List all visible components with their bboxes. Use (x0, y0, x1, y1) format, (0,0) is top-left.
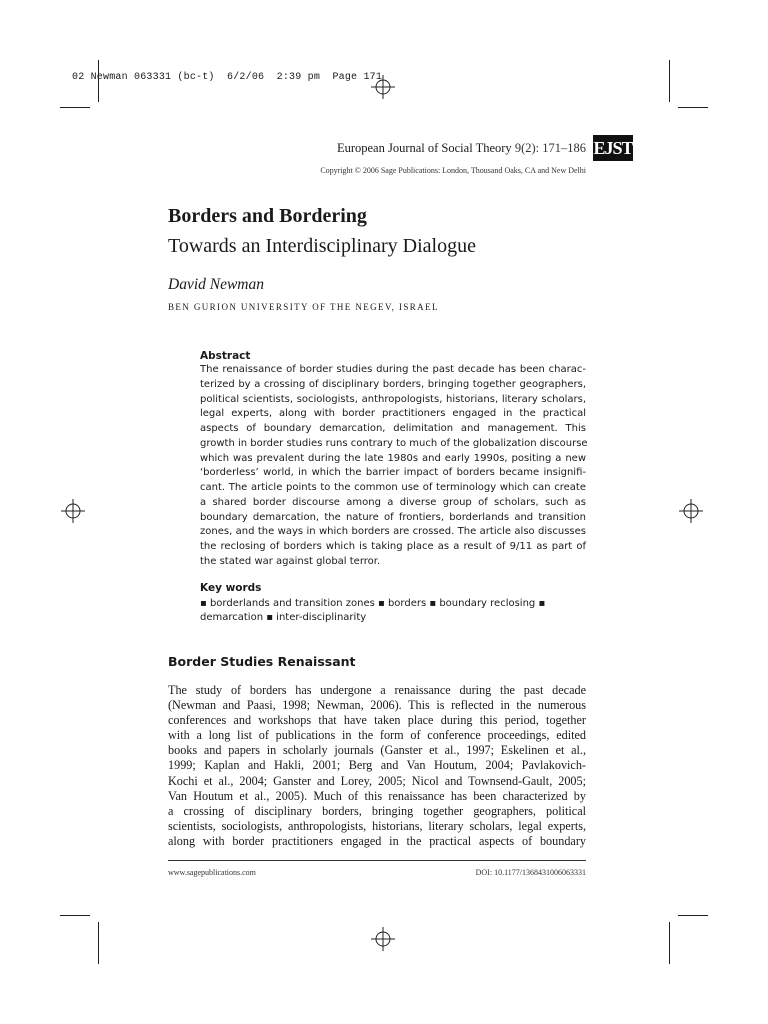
crop-mark-bottom-right-horizontal (678, 915, 708, 916)
keywords-line: ▪ borderlands and transition zones ▪ borders ▪ boundary reclosing ▪ (200, 598, 546, 609)
abstract-line: political scientists, sociologists, anthropologists, historians, literary scholars, (200, 393, 586, 405)
crop-mark-bottom-left-horizontal (60, 915, 90, 916)
abstract-line: growth in border studies runs contrary to much of the globalization discourse (200, 437, 588, 449)
abstract-line: legal experts, along with border practitioners engaged in the practical (200, 408, 586, 420)
registration-mark-bottom-icon (371, 927, 395, 951)
abstract-line: terized by a crossing of disciplinary borders, bringing together geographers, (200, 378, 586, 390)
body-line: along with border practitioners engaged in the practical aspects of boundary (168, 833, 586, 848)
crop-mark-top-right-horizontal (678, 107, 708, 108)
body-line: books and papers in scholarly journals (Ganster et al., 1997; Eskelinen et al., (168, 743, 586, 758)
body-line: Van Houtum et al., 2005). Much of this renaissance has been characterized by (168, 788, 586, 803)
footer-rule (168, 860, 586, 861)
body-line: The study of borders has undergone a renaissance during the past decade (168, 683, 586, 697)
keywords-heading: Key words (200, 582, 262, 594)
body-line: conferences and workshops that have taken place during this period, together (168, 713, 586, 728)
crop-mark-top-right-vertical (669, 60, 670, 102)
body-text (168, 683, 586, 849)
section-heading: Border Studies Renaissant (168, 654, 356, 669)
body-line: Kochi et al., 2004; Ganster and Lorey, 2005; Nicol and Townsend-Gault, 2005; (168, 773, 586, 788)
keywords-line: demarcation ▪ inter-disciplinarity (200, 612, 367, 623)
abstract-line: cant. The article points to the common use of terminology which can create (200, 482, 586, 493)
abstract-line: The renaissance of border studies during the past decade has been charac- (200, 364, 586, 375)
body-line: with a long list of publications in the form of conference proceedings, edited (168, 728, 586, 743)
article-subtitle: Towards an Interdisciplinary Dialogue (168, 235, 476, 257)
copyright-line: Copyright © 2006 Sage Publications: London, Thousand Oaks, CA and New Delhi (320, 166, 586, 175)
registration-mark-right-icon (679, 499, 703, 523)
journal-citation (337, 141, 586, 156)
registration-mark-left-icon (61, 499, 85, 523)
doi: DOI: 10.1177/1368431006063331 (475, 868, 586, 877)
journal-name: European Journal of Social Theory (336, 141, 512, 155)
abstract-heading: Abstract (200, 350, 251, 362)
author-name: David Newman (168, 276, 265, 293)
journal-volume-pages: 9(2): 171–186 (511, 141, 586, 155)
body-line: (Newman and Paasi, 1998; Newman, 2006). This is reflected in the numerous (168, 698, 586, 713)
abstract-line: the reclosing of borders which is taking place as a result of 9/11 as part of (200, 541, 586, 552)
printer-slug: 02 Newman 063331 (bc-t) 6/2/06 2:39 pm Page 171 (72, 72, 383, 83)
abstract-line: zones, and the ways in which borders are crossed. The article also discusses (200, 526, 586, 538)
article-title: Borders and Bordering (168, 205, 367, 227)
abstract-line: ‘borderless’ world, in which the barrier impact of borders became insignifi- (200, 467, 586, 479)
body-line: a crossing of disciplinary borders, bringing together geographers, political (168, 803, 586, 818)
body-line: scientists, sociologists, anthropologists, historians, literary scholars, legal experts, (168, 818, 586, 833)
abstract-body (200, 363, 586, 570)
abstract-line: boundary demarcation, the nature of frontiers, borderlands and transition (200, 511, 586, 523)
publisher-url[interactable]: www.sagepublications.com (168, 868, 256, 877)
crop-mark-top-left-horizontal (60, 107, 90, 108)
abstract-line: a shared border discourse among a diverse group of scholars, such as (200, 496, 586, 508)
body-line: 1999; Kaplan and Hakli, 2001; Berg and Van Houtum, 2004; Pavlakovich- (168, 758, 586, 773)
abstract-line: aspects of boundary demarcation, delimitation and management. This (200, 423, 586, 434)
author-affiliation: BEN GURION UNIVERSITY OF THE NEGEV, ISRAEL (168, 302, 439, 312)
journal-logo: EJST (593, 135, 633, 161)
abstract-line: which was prevalent during the late 1980s and early 1990s, positing a new (200, 452, 586, 464)
crop-mark-bottom-right-vertical (669, 922, 670, 964)
abstract-line: the stated war against global terror. (200, 555, 381, 567)
crop-mark-bottom-left-vertical (98, 922, 99, 964)
